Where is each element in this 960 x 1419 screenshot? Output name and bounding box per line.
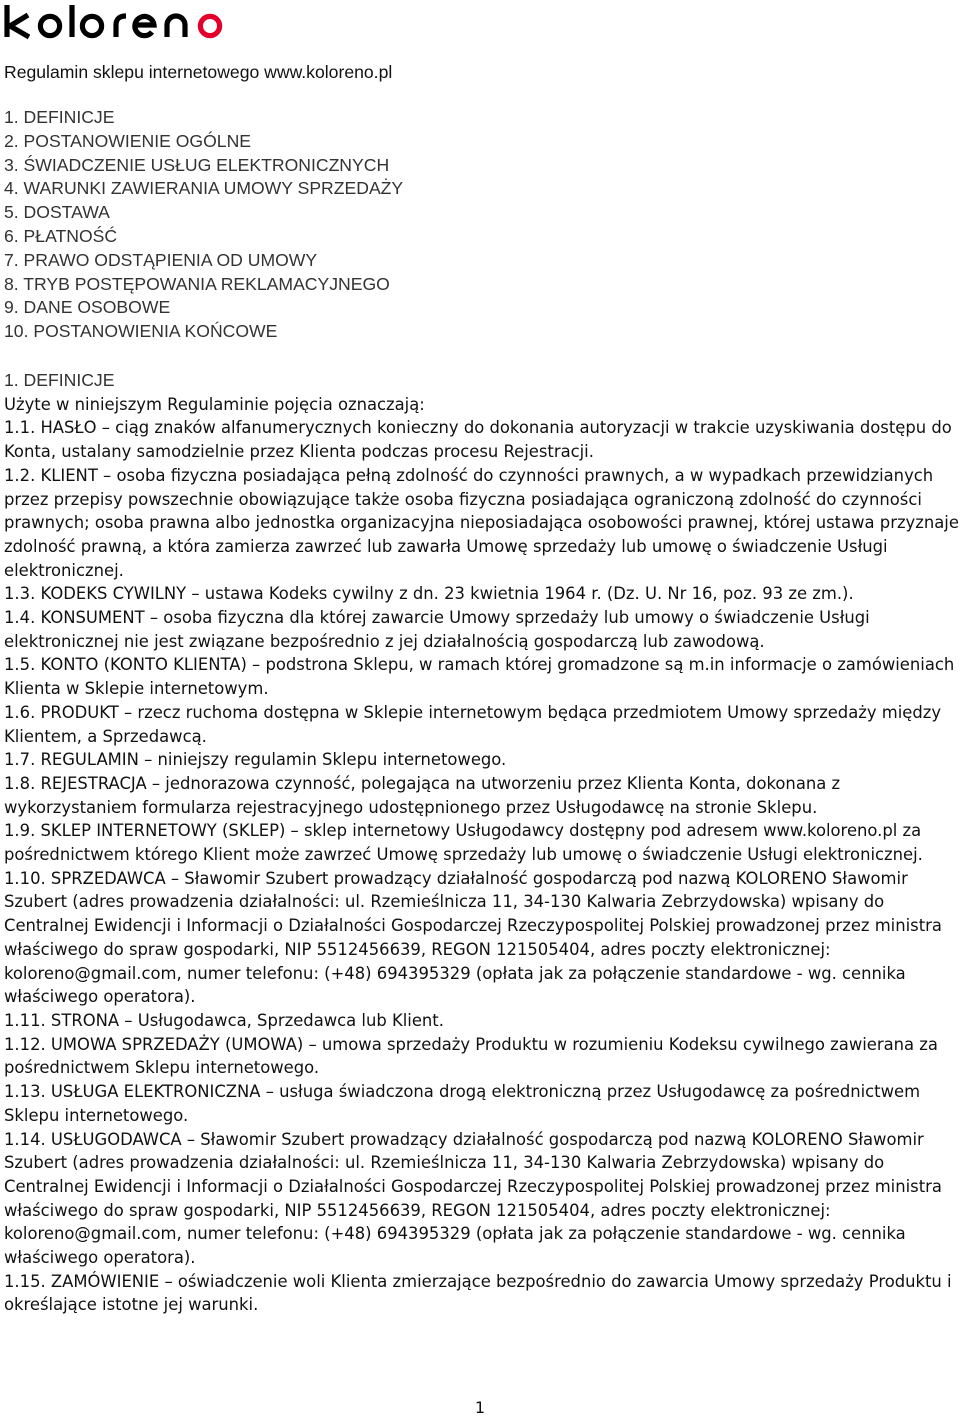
toc-item: 9. DANE OSOBOWE: [4, 297, 171, 318]
definitions-section: [4, 369, 959, 1317]
section-heading: 1. DEFINICJE: [4, 370, 115, 390]
toc-item: 2. POSTANOWIENIE OGÓLNE: [4, 130, 252, 151]
definition-item: 1.6. PRODUKT – rzecz ruchoma dostępna w Sklepie internetowym będąca przedmiotem Umowy sprzedaży między Klientem, a Sprzedawcą.: [4, 702, 942, 746]
definition-item: 1.3. KODEKS CYWILNY – ustawa Kodeks cywilny z dn. 23 kwietnia 1964 r. (Dz. U. Nr 16, poz. 93 ze zm.).: [4, 584, 854, 604]
toc-item: 4. WARUNKI ZAWIERANIA UMOWY SPRZEDAŻY: [4, 178, 404, 199]
definition-item: 1.7. REGULAMIN – niniejszy regulamin Sklepu internetowego.: [4, 750, 507, 770]
definition-item: 1.8. REJESTRACJA – jednorazowa czynność, polegająca na utworzeniu przez Klienta Konta, dokonana z wykorzystaniem formularza rejestracyjnego udostępnionego przez Usługodawcę na stronie Sklepu.: [4, 773, 841, 817]
definition-item: 1.13. USŁUGA ELEKTRONICZNA – usługa świadczona drogą elektroniczną przez Usługodawcę za pośrednictwem Sklepu internetowego.: [4, 1082, 921, 1125]
toc-item: 8. TRYB POSTĘPOWANIA REKLAMACYJNEGO: [4, 273, 390, 294]
logo-letter-o-accent: [200, 16, 219, 35]
logo-letter-o-2: [82, 16, 101, 35]
definition-item: 1.15. ZAMÓWIENIE – oświadczenie woli Klienta zmierzające bezpośrednio do zawarcia Umowy sprzedaży Produktu i określające istotne jej warunki.: [4, 1271, 952, 1315]
definition-item: 1.5. KONTO (KONTO KLIENTA) – podstrona Sklepu, w ramach której gromadzone są m.in informacje o zamówieniach Klienta w Sklepie internetowym.: [4, 655, 955, 699]
toc-item: 6. PŁATNOŚĆ: [4, 225, 118, 246]
definition-item: 1.9. SKLEP INTERNETOWY (SKLEP) – sklep internetowy Usługodawcy dostępny pod adresem www.koloreno.pl za pośrednictwem którego Klient może zawrzeć Umowę sprzedaży lub umowę o świadczenie Usługi elektronicznej.: [4, 821, 923, 865]
section-intro: Użyte w niniejszym Regulaminie pojęcia oznaczają:: [4, 394, 425, 414]
toc-item: 10. POSTANOWIENIA KOŃCOWE: [4, 321, 278, 342]
koloreno-logo: [4, 4, 266, 40]
toc-item: 5. DOSTAWA: [4, 202, 110, 223]
definition-item: 1.10. SPRZEDAWCA – Sławomir Szubert prowadzący działalność gospodarczą pod nazwą KOLORENO Sławomir Szubert (adres prowadzenia działalności: ul. Rzemieślnicza 11, 34-130 Kalwaria Zebrzydowska) wpisany do Centralnej Ewidencji i Informacji o Działalności Gospodarczej Rzeczypospolitej Polskiej prowadzonej przez ministra właściwego do spraw gospodarki, NIP 5512456639, REGON 121505404, adres poczty elektronicznej: koloreno@gmail.com, numer telefonu: (+48) 694395329 (opłata jak za połączenie standardowe - wg. cennika właściwego operatora).: [4, 868, 942, 1007]
toc-item: 7. PRAWO ODSTĄPIENIA OD UMOWY: [4, 249, 318, 270]
toc-item: 3. ŚWIADCZENIE USŁUG ELEKTRONICZNYCH: [4, 154, 390, 175]
document-title: Regulamin sklepu internetowego www.koloreno.pl: [4, 62, 393, 82]
definition-item: 1.11. STRONA – Usługodawca, Sprzedawca lub Klient.: [4, 1010, 444, 1030]
toc-item: 1. DEFINICJE: [4, 107, 115, 127]
definition-item: 1.2. KLIENT – osoba fizyczna posiadająca pełną zdolność do czynności prawnych, a w wypadkach przewidzianych przez przepisy powszechnie obowiązujące także osoba fizyczna posiadająca ograniczoną zdolność do czynności prawnych; osoba prawna albo jednostka organizacyjna nieposiadająca osobowości prawnej, której ustawa przyznaje zdolność prawną, a która zamierza zawrzeć lub zawarła Umowę sprzedaży lub umowę o świadczenie Usługi elektronicznej.: [4, 465, 959, 580]
page-number: 1: [474, 1398, 486, 1417]
logo-letter-r: [116, 16, 126, 37]
definition-item: 1.1. HASŁO – ciąg znaków alfanumerycznych konieczny do dokonania autoryzacji w trakcie uzyskiwania dostępu do Konta, ustalany samodzielnie przez Klienta podczas procesu Rejestracji.: [4, 418, 952, 462]
definition-item: 1.14. USŁUGODAWCA – Sławomir Szubert prowadzący działalność gospodarczą pod nazwą KOLORENO Sławomir Szubert (adres prowadzenia działalności: ul. Rzemieślnicza 11, 34-130 Kalwaria Zebrzydowska) wpisany do Centralnej Ewidencji i Informacji o Działalności Gospodarczej Rzeczypospolitej Polskiej prowadzonej przez ministra właściwego do spraw gospodarki, NIP 5512456639, REGON 121505404, adres poczty elektronicznej: koloreno@gmail.com, numer telefonu: (+48) 694395329 (opłata jak za połączenie standardowe - wg. cennika właściwego operatora).: [4, 1129, 942, 1268]
definition-item: 1.4. KONSUMENT – osoba fizyczna dla której zawarcie Umowy sprzedaży lub umowy o świadczenie Usługi elektronicznej nie jest związane bezpośrednio z jej działalnością gospodarczą lub zawodową.: [4, 608, 870, 651]
logo-letter-o-1: [40, 16, 59, 35]
logo-letter-k-arm: [10, 15, 29, 37]
table-of-contents: [4, 106, 403, 344]
logo-letter-n: [167, 16, 185, 37]
definition-item: 1.12. UMOWA SPRZEDAŻY (UMOWA) – umowa sprzedaży Produktu w rozumieniu Kodeksu cywilnego zawierana za pośrednictwem Sklepu internetowego.: [4, 1034, 938, 1078]
koloreno-logo-mark: [4, 4, 266, 40]
logo-letter-e: [135, 16, 154, 35]
